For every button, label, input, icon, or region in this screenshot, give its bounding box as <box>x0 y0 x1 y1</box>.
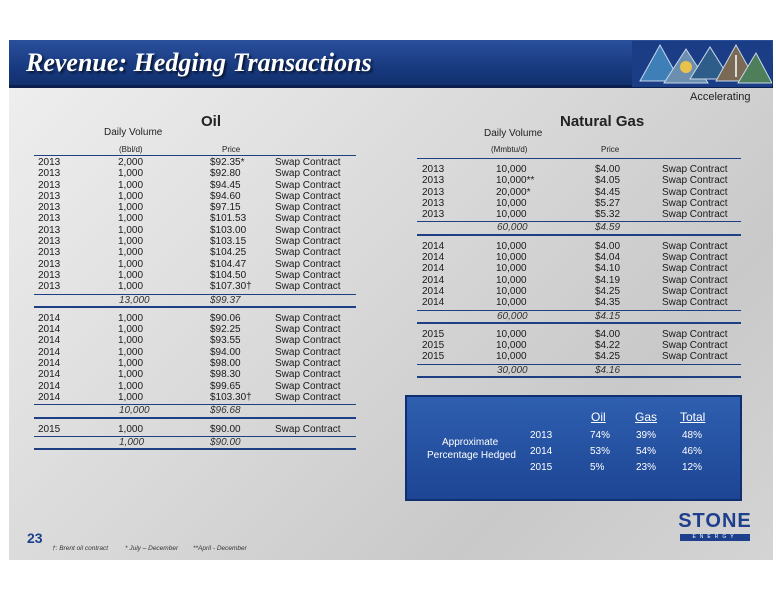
gas-group-rule <box>417 376 741 378</box>
footnote-april: **April - December <box>193 545 247 552</box>
footnote-july: * July – December <box>125 545 179 552</box>
page-title: Revenue: Hedging Transactions <box>26 48 372 77</box>
oil-cell-volume: 1,000 <box>118 168 144 180</box>
gas-cell-price: $4.45 <box>595 186 621 198</box>
gas-cell-year: 2013 <box>422 197 445 209</box>
oil-cell-type: Swap Contract <box>275 258 341 270</box>
gas-table-row <box>417 329 741 340</box>
oil-cell-price: $92.80 <box>210 168 241 180</box>
oil-cell-type: Swap Contract <box>275 423 341 435</box>
oil-cell-price: $90.00 <box>210 423 241 435</box>
oil-table-row <box>34 213 356 224</box>
gas-cell-type: Swap Contract <box>662 328 728 340</box>
oil-cell-type: Swap Contract <box>275 190 341 202</box>
oil-cell-year: 2014 <box>38 358 61 370</box>
oil-table-row <box>34 236 356 247</box>
oil-cell-type: Swap Contract <box>275 157 341 168</box>
oil-cell-year: 2014 <box>38 312 61 324</box>
oil-table-row <box>34 392 356 403</box>
gas-total-volume: 60,000 <box>497 310 528 322</box>
oil-header-rule <box>34 155 356 156</box>
hedged-cell-total: 12% <box>682 462 703 473</box>
logo-subtext: ENERGY <box>692 534 738 540</box>
gas-cell-type: Swap Contract <box>662 263 728 275</box>
gas-cell-price: $4.00 <box>595 328 621 340</box>
hedged-cell-year: 2014 <box>530 446 553 457</box>
gas-cell-price: $4.10 <box>595 263 621 275</box>
gas-cell-price: $4.35 <box>595 297 621 309</box>
oil-table-row <box>34 270 356 281</box>
oil-cell-year: 2013 <box>38 157 61 168</box>
oil-cell-year: 2014 <box>38 335 61 347</box>
gas-table-row <box>417 340 741 351</box>
oil-cell-type: Swap Contract <box>275 236 341 248</box>
oil-total-volume: 13,000 <box>119 294 150 306</box>
gas-cell-year: 2013 <box>422 175 445 187</box>
oil-cell-price: $92.35* <box>210 157 245 168</box>
page-number: 23 <box>27 530 43 546</box>
hedged-cell-gas: 54% <box>636 446 657 457</box>
oil-cell-price: $104.47 <box>210 258 247 270</box>
gas-group-rule <box>417 322 741 324</box>
oil-table-row <box>34 381 356 392</box>
oil-table-row <box>34 157 356 168</box>
gas-table-row <box>417 252 741 263</box>
gas-cell-volume: 10,000 <box>496 285 527 297</box>
gas-cell-type: Swap Contract <box>662 340 728 352</box>
hedged-header-total: Total <box>680 410 706 424</box>
gas-cell-volume: 10,000 <box>496 340 527 352</box>
gas-total-volume: 30,000 <box>497 364 528 376</box>
oil-table-row <box>34 324 356 335</box>
gas-table-row <box>417 275 741 286</box>
hedged-header-gas: Gas <box>635 410 658 424</box>
oil-cell-volume: 1,000 <box>118 236 144 248</box>
hedged-cell-year: 2013 <box>530 430 553 441</box>
oil-cell-type: Swap Contract <box>275 380 341 392</box>
oil-cell-year: 2013 <box>38 190 61 202</box>
gas-table-row <box>417 198 741 209</box>
tagline: Accelerating <box>690 91 751 103</box>
gas-cell-type: Swap Contract <box>662 274 728 286</box>
gas-cell-year: 2014 <box>422 285 445 297</box>
gas-cell-year: 2014 <box>422 274 445 286</box>
oil-total-price: $90.00 <box>210 436 241 448</box>
oil-cell-type: Swap Contract <box>275 335 341 347</box>
gas-cell-type: Swap Contract <box>662 209 728 221</box>
oil-group-rule <box>34 448 356 450</box>
hedged-cell-oil: 53% <box>590 446 611 457</box>
hedged-cell-oil: 5% <box>590 462 605 473</box>
oil-table-row <box>34 225 356 236</box>
oil-cell-price: $103.15 <box>210 236 247 248</box>
gas-table-row <box>417 164 741 175</box>
oil-subtotal-row <box>34 405 356 416</box>
oil-cell-volume: 1,000 <box>118 224 144 236</box>
gas-cell-year: 2014 <box>422 297 445 309</box>
oil-price-header: Price <box>222 145 241 154</box>
oil-cell-price: $93.55 <box>210 335 241 347</box>
gas-cell-type: Swap Contract <box>662 252 728 264</box>
gas-cell-year: 2013 <box>422 209 445 221</box>
oil-cell-type: Swap Contract <box>275 358 341 370</box>
oil-cell-volume: 1,000 <box>118 269 144 281</box>
gas-total-price: $4.16 <box>595 364 621 376</box>
gas-subtotal-row <box>417 365 741 376</box>
oil-cell-type: Swap Contract <box>275 224 341 236</box>
oil-cell-type: Swap Contract <box>275 247 341 259</box>
gas-total-price: $4.15 <box>595 310 621 322</box>
oil-cell-year: 2013 <box>38 247 61 259</box>
oil-table-row <box>34 191 356 202</box>
gas-cell-type: Swap Contract <box>662 285 728 297</box>
oil-total-volume: 1,000 <box>119 436 145 448</box>
oil-cell-year: 2013 <box>38 281 61 293</box>
gas-cell-price: $4.05 <box>595 175 621 187</box>
gas-subtotal-row <box>417 311 741 322</box>
gas-cell-volume: 10,000 <box>496 328 527 340</box>
gas-hedge-table <box>417 164 741 383</box>
oil-total-price: $99.37 <box>210 294 241 306</box>
gas-subtotal-row <box>417 222 741 233</box>
oil-cell-price: $99.65 <box>210 380 241 392</box>
gas-cell-type: Swap Contract <box>662 297 728 309</box>
gas-section-title: Natural Gas <box>560 113 645 130</box>
oil-volume-unit: (Bbl/d) <box>119 145 143 154</box>
oil-cell-volume: 1,000 <box>118 391 144 403</box>
percentage-hedged-box <box>405 395 742 501</box>
oil-group-rule <box>34 306 356 308</box>
oil-cell-volume: 1,000 <box>118 202 144 214</box>
oil-cell-volume: 1,000 <box>118 358 144 370</box>
gas-cell-volume: 10,000 <box>496 240 527 252</box>
oil-cell-volume: 1,000 <box>118 247 144 259</box>
gas-cell-volume: 10,000** <box>496 175 535 187</box>
oil-cell-type: Swap Contract <box>275 346 341 358</box>
oil-cell-price: $104.25 <box>210 247 247 259</box>
gas-table-row <box>417 286 741 297</box>
gas-cell-price: $4.19 <box>595 274 621 286</box>
oil-cell-volume: 1,000 <box>118 380 144 392</box>
oil-cell-price: $103.30† <box>210 391 252 403</box>
oil-table-row <box>34 347 356 358</box>
gas-cell-volume: 20,000* <box>496 186 531 198</box>
gas-cell-volume: 10,000 <box>496 274 527 286</box>
oil-cell-price: $107.30† <box>210 281 252 293</box>
oil-cell-volume: 1,000 <box>118 335 144 347</box>
oil-cell-year: 2014 <box>38 380 61 392</box>
gas-cell-type: Swap Contract <box>662 164 728 175</box>
oil-total-price: $96.68 <box>210 405 241 417</box>
gas-cell-year: 2013 <box>422 186 445 198</box>
gas-cell-price: $4.25 <box>595 285 621 297</box>
oil-total-volume: 10,000 <box>119 405 150 417</box>
oil-cell-volume: 1,000 <box>118 346 144 358</box>
gas-cell-price: $4.22 <box>595 340 621 352</box>
oil-hedge-table <box>34 157 356 455</box>
gas-table-row <box>417 175 741 186</box>
gas-table-row <box>417 241 741 252</box>
hedged-cell-gas: 39% <box>636 430 657 441</box>
hedged-cell-year: 2015 <box>530 462 553 473</box>
gas-cell-year: 2014 <box>422 263 445 275</box>
oil-cell-type: Swap Contract <box>275 324 341 336</box>
oil-cell-type: Swap Contract <box>275 202 341 214</box>
oil-cell-type: Swap Contract <box>275 391 341 403</box>
gas-table-row <box>417 263 741 274</box>
oil-cell-year: 2013 <box>38 179 61 191</box>
hedged-label-line2: Percentage Hedged <box>427 450 516 461</box>
gas-cell-type: Swap Contract <box>662 186 728 198</box>
oil-cell-volume: 1,000 <box>118 213 144 225</box>
hedged-header-oil: Oil <box>591 410 606 424</box>
gas-cell-type: Swap Contract <box>662 175 728 187</box>
oil-cell-year: 2013 <box>38 168 61 180</box>
oil-cell-price: $97.15 <box>210 202 241 214</box>
oil-cell-volume: 1,000 <box>118 179 144 191</box>
oil-cell-year: 2014 <box>38 324 61 336</box>
oil-cell-type: Swap Contract <box>275 312 341 324</box>
gas-cell-price: $5.32 <box>595 209 621 221</box>
hedged-cell-total: 48% <box>682 430 703 441</box>
oil-table-row <box>34 168 356 179</box>
oil-cell-price: $90.06 <box>210 312 241 324</box>
gas-total-price: $4.59 <box>595 222 621 234</box>
oil-table-row <box>34 313 356 324</box>
oil-cell-price: $92.25 <box>210 324 241 336</box>
oil-cell-volume: 1,000 <box>118 190 144 202</box>
gas-cell-year: 2015 <box>422 340 445 352</box>
oil-cell-type: Swap Contract <box>275 179 341 191</box>
oil-cell-volume: 1,000 <box>118 312 144 324</box>
oil-cell-year: 2013 <box>38 236 61 248</box>
oil-cell-price: $104.50 <box>210 269 247 281</box>
oil-table-row <box>34 369 356 380</box>
oil-table-row <box>34 180 356 191</box>
hedged-cell-gas: 23% <box>636 462 657 473</box>
gas-cell-year: 2014 <box>422 252 445 264</box>
gas-cell-year: 2013 <box>422 164 445 175</box>
oil-table-row <box>34 424 356 435</box>
gas-cell-type: Swap Contract <box>662 240 728 252</box>
oil-table-row <box>34 335 356 346</box>
oil-cell-year: 2014 <box>38 369 61 381</box>
gas-cell-volume: 10,000 <box>496 297 527 309</box>
oil-cell-type: Swap Contract <box>275 369 341 381</box>
gas-cell-volume: 10,000 <box>496 351 527 363</box>
oil-cell-type: Swap Contract <box>275 269 341 281</box>
gas-cell-year: 2014 <box>422 240 445 252</box>
hedged-label-line1: Approximate <box>442 437 499 448</box>
oil-cell-volume: 1,000 <box>118 423 144 435</box>
oil-subtotal-row <box>34 437 356 448</box>
gas-cell-year: 2015 <box>422 328 445 340</box>
oil-subtotal-row <box>34 295 356 306</box>
oil-cell-type: Swap Contract <box>275 281 341 293</box>
gas-cell-price: $4.25 <box>595 351 621 363</box>
gas-header-rule <box>417 158 741 159</box>
gas-total-volume: 60,000 <box>497 222 528 234</box>
gas-cell-volume: 10,000 <box>496 252 527 264</box>
oil-cell-price: $98.00 <box>210 358 241 370</box>
gas-group-rule <box>417 234 741 236</box>
logo-text: STONE <box>678 510 752 532</box>
oil-cell-price: $94.45 <box>210 179 241 191</box>
gas-volume-unit: (Mmbtu/d) <box>491 145 528 154</box>
footnote-brent: †: Brent oil contract <box>52 545 108 552</box>
gas-cell-volume: 10,000 <box>496 197 527 209</box>
oil-cell-price: $101.53 <box>210 213 247 225</box>
gas-table-row <box>417 209 741 220</box>
oil-section-title: Oil <box>201 113 222 130</box>
gas-table-row <box>417 297 741 308</box>
oil-cell-year: 2013 <box>38 202 61 214</box>
oil-cell-volume: 1,000 <box>118 369 144 381</box>
oil-table-row <box>34 358 356 369</box>
oil-cell-year: 2014 <box>38 391 61 403</box>
hedged-cell-oil: 74% <box>590 430 611 441</box>
gas-cell-price: $4.04 <box>595 252 621 264</box>
oil-table-row <box>34 281 356 292</box>
oil-table-row <box>34 247 356 258</box>
gas-price-header: Price <box>601 145 620 154</box>
oil-cell-price: $94.60 <box>210 190 241 202</box>
oil-cell-type: Swap Contract <box>275 168 341 180</box>
stone-energy-logo <box>678 510 752 544</box>
oil-cell-volume: 1,000 <box>118 324 144 336</box>
oil-cell-price: $98.30 <box>210 369 241 381</box>
gas-cell-year: 2015 <box>422 351 445 363</box>
gas-cell-volume: 10,000 <box>496 164 527 175</box>
gas-cell-price: $4.00 <box>595 164 621 175</box>
oil-table-row <box>34 259 356 270</box>
oil-cell-volume: 1,000 <box>118 258 144 270</box>
gas-table-row <box>417 351 741 362</box>
gas-cell-volume: 10,000 <box>496 209 527 221</box>
oil-cell-year: 2013 <box>38 258 61 270</box>
oil-cell-volume: 2,000 <box>118 157 144 168</box>
oil-cell-volume: 1,000 <box>118 281 144 293</box>
oil-cell-year: 2013 <box>38 269 61 281</box>
gas-cell-price: $4.00 <box>595 240 621 252</box>
gas-cell-type: Swap Contract <box>662 351 728 363</box>
gas-cell-type: Swap Contract <box>662 197 728 209</box>
oil-cell-year: 2013 <box>38 224 61 236</box>
oil-volume-header: Daily Volume <box>104 127 163 138</box>
oil-cell-year: 2015 <box>38 423 61 435</box>
gas-cell-volume: 10,000 <box>496 263 527 275</box>
oil-table-row <box>34 202 356 213</box>
gas-table-row <box>417 187 741 198</box>
oil-cell-year: 2014 <box>38 346 61 358</box>
gas-volume-header: Daily Volume <box>484 128 543 139</box>
oil-cell-price: $103.00 <box>210 224 247 236</box>
header-collage-image <box>632 41 772 87</box>
oil-cell-type: Swap Contract <box>275 213 341 225</box>
oil-cell-year: 2013 <box>38 213 61 225</box>
oil-group-rule <box>34 417 356 419</box>
oil-cell-price: $94.00 <box>210 346 241 358</box>
gas-cell-price: $5.27 <box>595 197 621 209</box>
hedged-cell-total: 46% <box>682 446 703 457</box>
